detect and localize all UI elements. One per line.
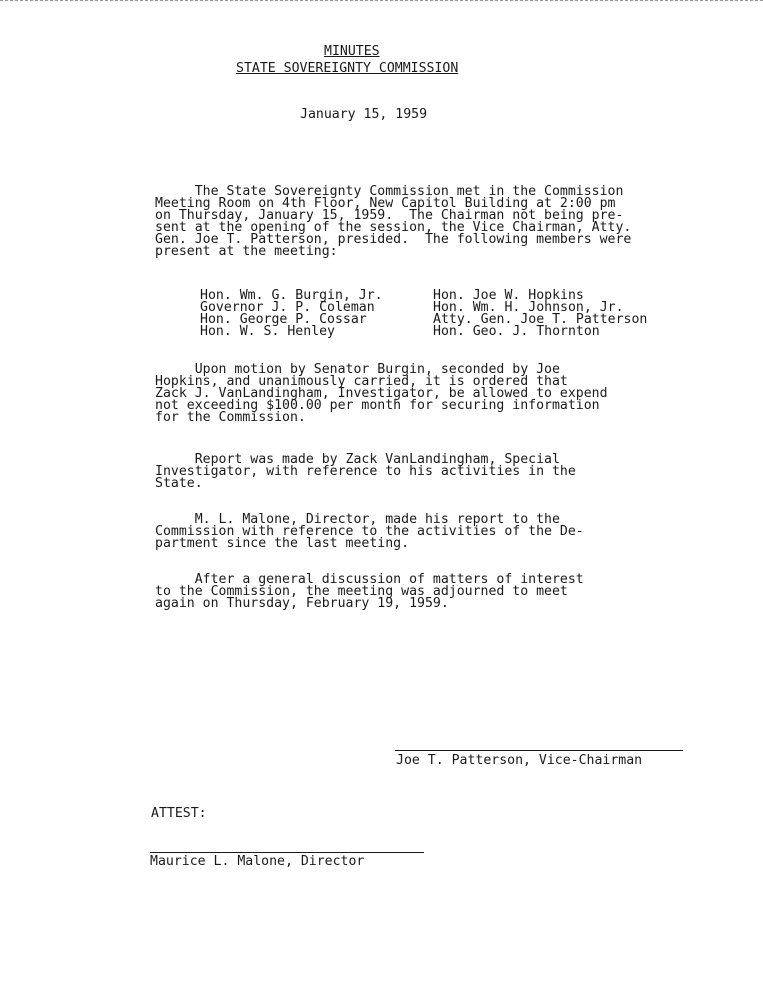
page-top-border: [0, 0, 763, 1]
paragraph-line: M. L. Malone, Director, made his report to the: [155, 512, 560, 527]
director-signature-name: Maurice L. Malone, Director: [150, 854, 365, 869]
paragraph-line: Report was made by Zack VanLandingham, Special: [155, 452, 560, 467]
intro-paragraph: [155, 186, 631, 258]
motion-paragraph: [155, 364, 608, 424]
paragraph-line: Hopkins, and unanimously carried, it is ordered that: [155, 374, 568, 389]
report-paragraph: [155, 454, 576, 490]
paragraph-line: After a general discussion of matters of interest: [155, 572, 584, 587]
intro-line: Meeting Room on 4th Floor, New Capitol Building at 2:00 pm: [155, 196, 616, 211]
paragraph-line: partment since the last meeting.: [155, 536, 410, 551]
intro-line: The State Sovereignty Commission met in the Commission: [155, 184, 624, 199]
director-signature-line: [150, 852, 424, 853]
member-name: Hon. Geo. J. Thornton: [433, 324, 600, 339]
member-name: Hon. Wm. H. Johnson, Jr.: [433, 300, 624, 315]
paragraph-line: Investigator, with reference to his activities in the: [155, 464, 576, 479]
paragraph-line: Upon motion by Senator Burgin, seconded by Joe: [155, 362, 560, 377]
paragraph-line: State.: [155, 476, 203, 491]
member-name: Hon. Joe W. Hopkins: [433, 288, 584, 303]
intro-line: Gen. Joe T. Patterson, presided. The following members were: [155, 232, 632, 247]
director-paragraph: [155, 514, 584, 550]
vice-chairman-signature-name: Joe T. Patterson, Vice-Chairman: [396, 753, 643, 768]
meeting-date: January 15, 1959: [300, 107, 428, 122]
document-title: MINUTES: [324, 44, 380, 59]
paragraph-line: again on Thursday, February 19, 1959.: [155, 596, 449, 611]
intro-line: on Thursday, January 15, 1959. The Chairman not being pre-: [155, 208, 624, 223]
paragraph-line: for the Commission.: [155, 410, 306, 425]
member-name: Hon. Wm. G. Burgin, Jr.: [200, 288, 383, 303]
vice-chairman-signature-line: [395, 750, 683, 751]
adjourn-paragraph: [155, 574, 584, 610]
member-name: Hon. W. S. Henley: [200, 324, 335, 339]
member-name: Atty. Gen. Joe T. Patterson: [433, 312, 648, 327]
paragraph-line: to the Commission, the meeting was adjourned to meet: [155, 584, 568, 599]
intro-line: present at the meeting:: [155, 244, 338, 259]
paragraph-line: not exceeding $100.00 per month for securing information: [155, 398, 600, 413]
paragraph-line: Commission with reference to the activities of the De-: [155, 524, 584, 539]
member-name: Hon. George P. Cossar: [200, 312, 367, 327]
document-subtitle: STATE SOVEREIGNTY COMMISSION: [236, 61, 459, 76]
paragraph-line: Zack J. VanLandingham, Investigator, be allowed to expend: [155, 386, 608, 401]
attest-label: ATTEST:: [151, 806, 207, 821]
members-right-column: [433, 290, 647, 338]
members-left-column: [200, 290, 383, 338]
intro-line: sent at the opening of the session, the Vice Chairman, Atty.: [155, 220, 632, 235]
member-name: Governor J. P. Coleman: [200, 300, 375, 315]
